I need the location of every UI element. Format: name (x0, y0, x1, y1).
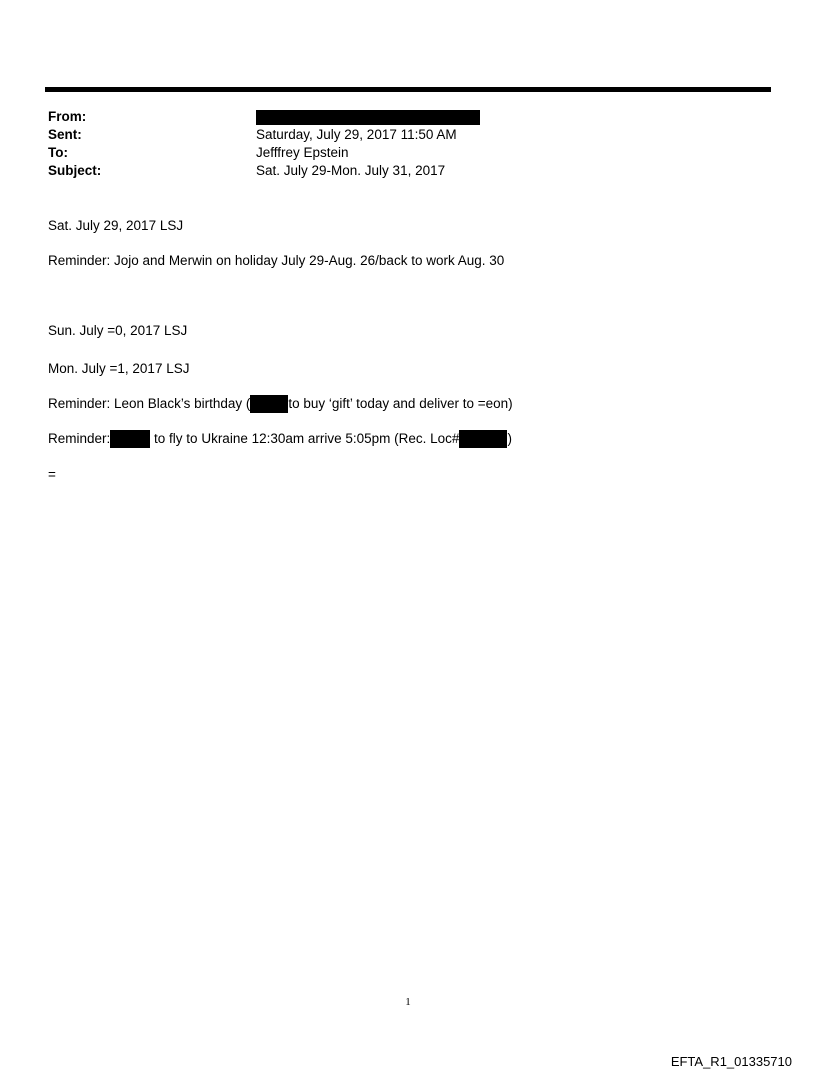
to-row (48, 144, 768, 162)
to-label: To: (48, 145, 68, 160)
bates-number: EFTA_R1_01335710 (670, 1054, 792, 1069)
redaction-box (459, 430, 507, 448)
subject-row (48, 162, 768, 180)
from-row (48, 108, 768, 126)
body-line-reminder-birthday (48, 395, 513, 413)
sent-value: Saturday, July 29, 2017 11:50 AM (256, 127, 457, 142)
header-rule (45, 87, 771, 92)
sent-label: Sent: (48, 127, 82, 142)
body-line-reminder-holiday: Reminder: Jojo and Merwin on holiday July 29-Aug. 26/back to work Aug. 30 (48, 253, 505, 268)
redaction-box (250, 395, 288, 413)
body-line-date1: Sat. July 29, 2017 LSJ (48, 218, 184, 233)
from-value (256, 108, 480, 126)
redaction-box (256, 110, 480, 125)
reminder-birthday-text-a: Reminder: Leon Black’s birthday ( (48, 396, 251, 411)
subject-label: Subject: (48, 163, 102, 178)
redaction-box (110, 430, 150, 448)
page-number: 1 (405, 996, 411, 1008)
body-line-date3: Mon. July =1, 2017 LSJ (48, 361, 190, 376)
reminder-birthday-text-b: to buy ‘gift’ today and deliver to =eon) (288, 396, 513, 411)
sent-row (48, 126, 768, 144)
body-line-reminder-flight (48, 430, 512, 448)
reminder-flight-text-c: ) (507, 431, 512, 446)
reminder-flight-text-a: Reminder: (48, 431, 111, 446)
to-value: Jefffrey Epstein (256, 145, 349, 160)
reminder-flight-text-b: to fly to Ukraine 12:30am arrive 5:05pm (Rec. Loc# (154, 431, 460, 446)
body-line-date2: Sun. July =0, 2017 LSJ (48, 323, 188, 338)
subject-value: Sat. July 29-Mon. July 31, 2017 (256, 163, 446, 178)
from-label: From: (48, 109, 87, 124)
body-line-equals: = (48, 467, 56, 482)
